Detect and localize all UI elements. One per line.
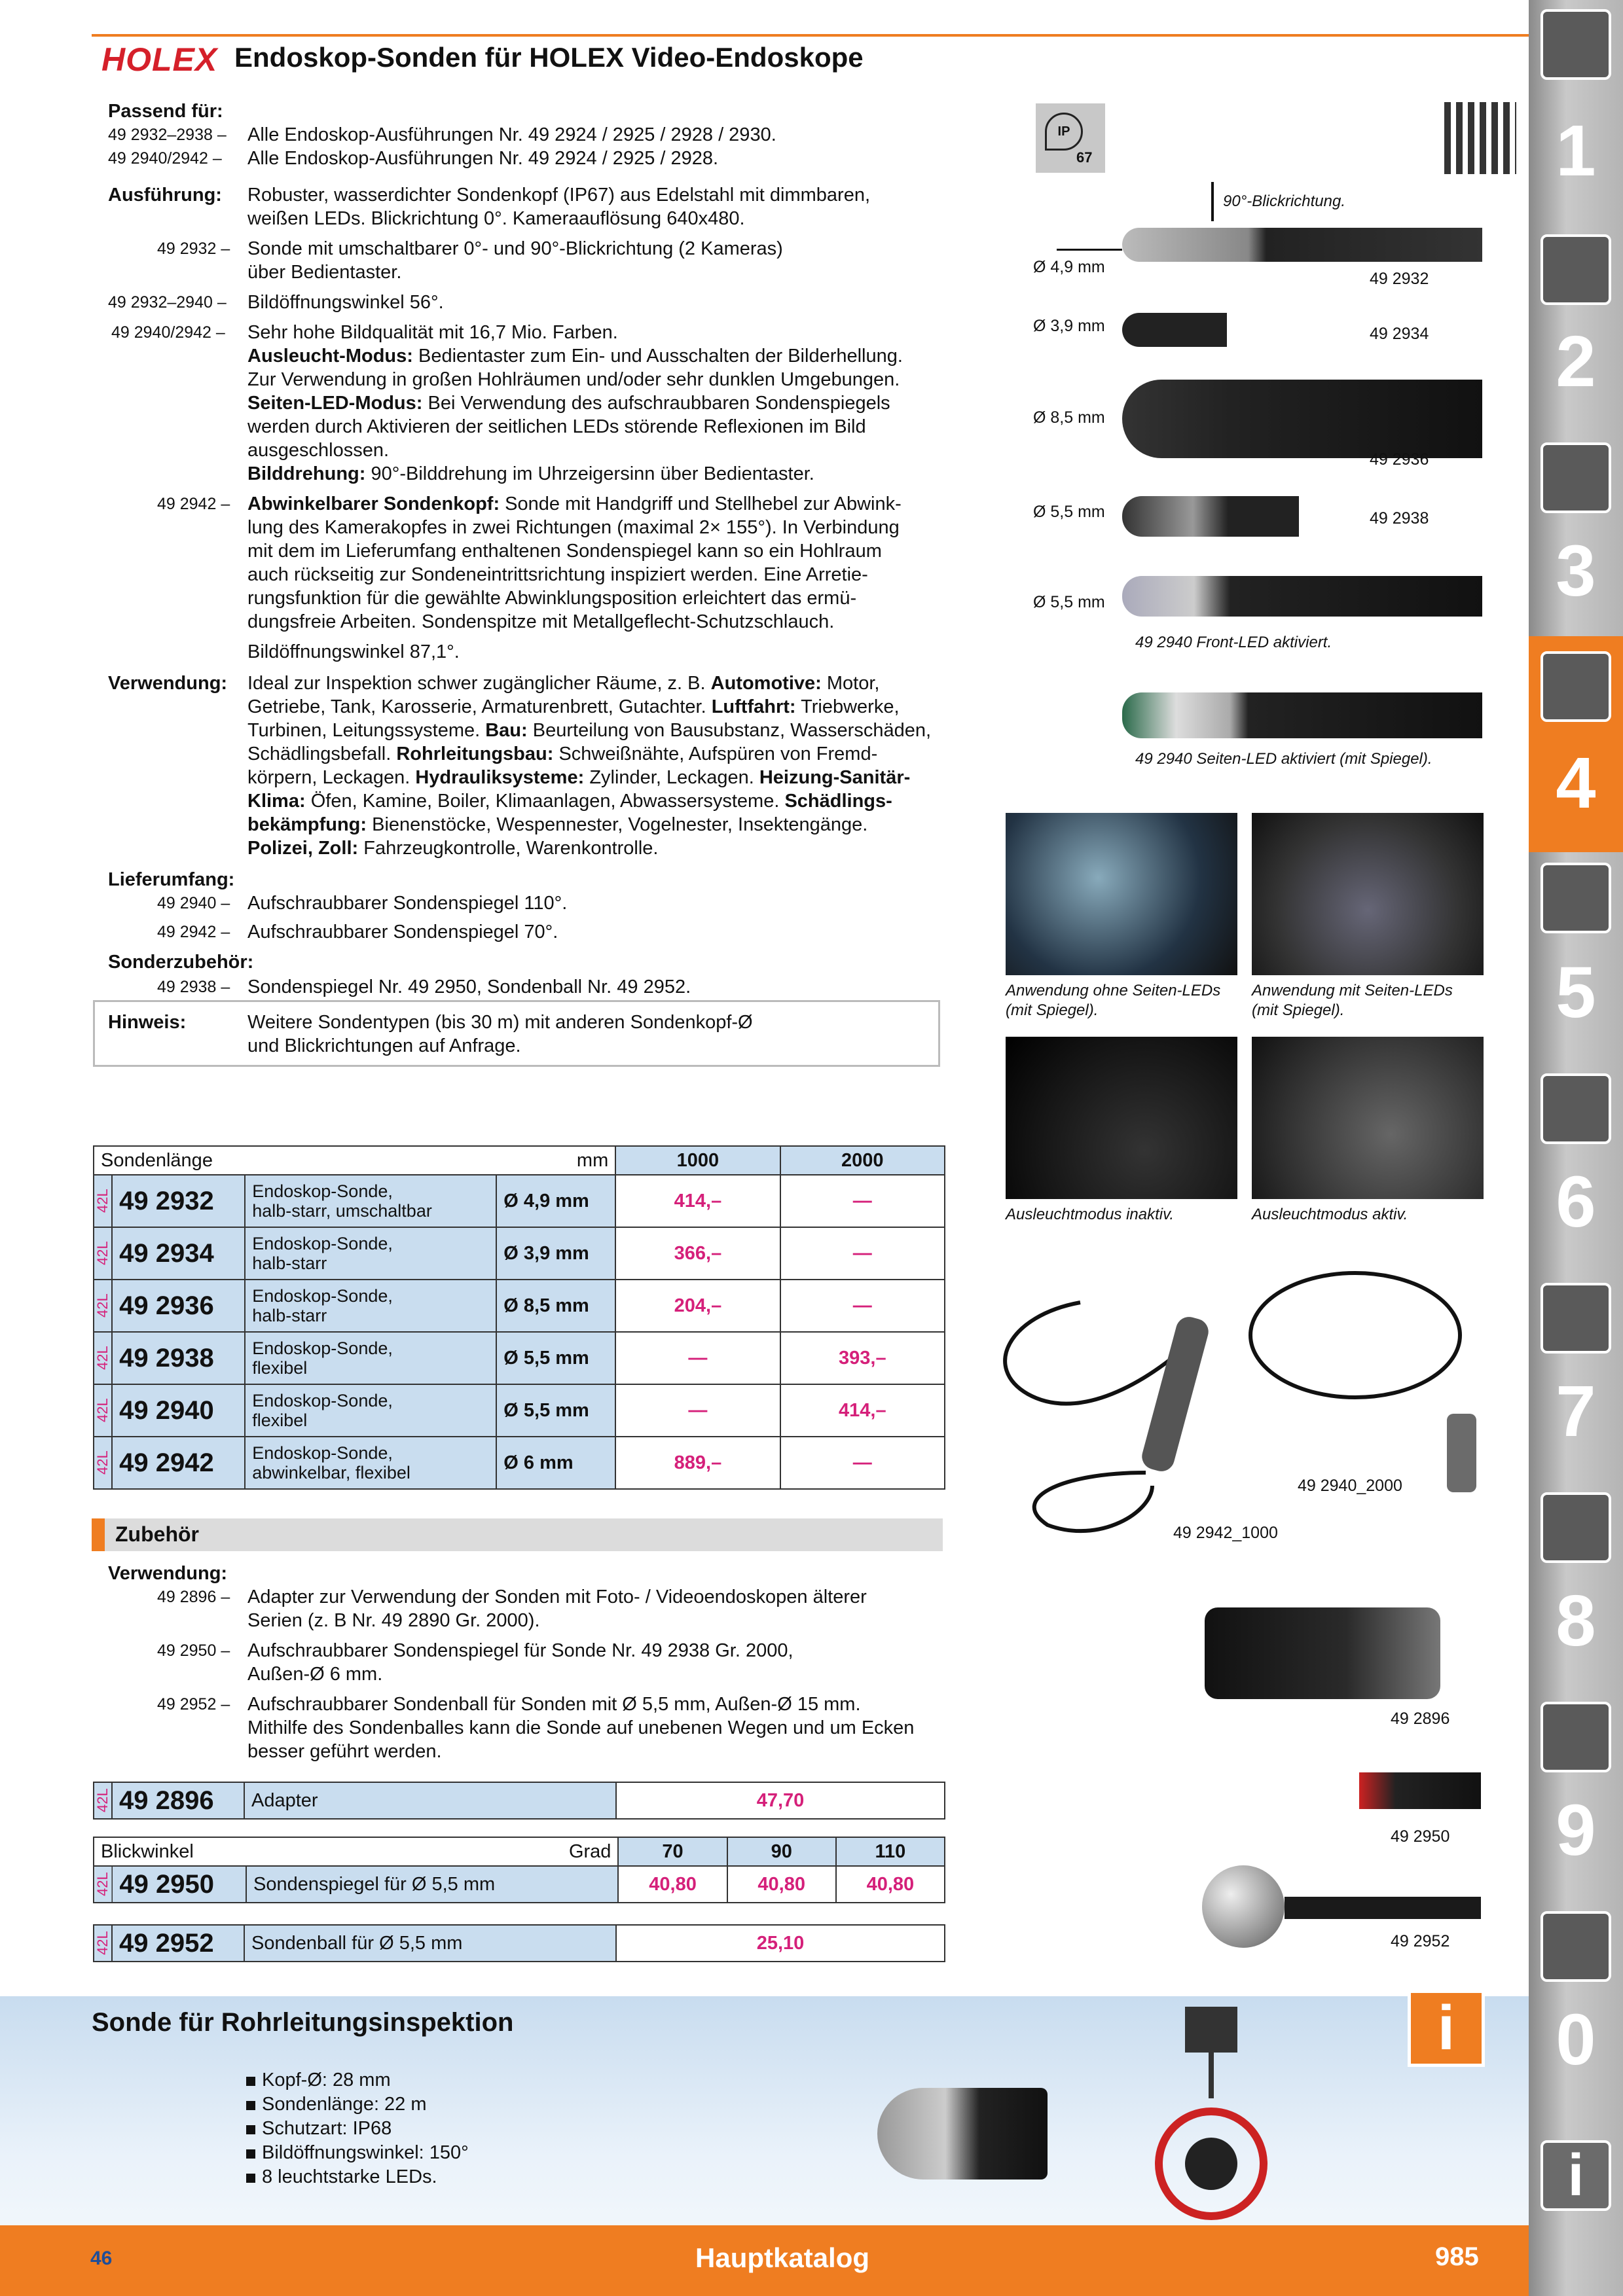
description (245, 1384, 496, 1437)
unit-label: mm (576, 1149, 609, 1171)
lieferumfang-label: Lieferumfang: (108, 869, 235, 890)
category-code: 42L (94, 1925, 112, 1962)
caption: (mit Spiegel). (1006, 1001, 1099, 1019)
ausfuehrung-label: Ausführung: (108, 185, 222, 206)
text: mit dem im Lieferumfang enthaltenen Sondenspiegel kann so ein Hohlraum (247, 541, 882, 562)
adapter-image-2896 (1205, 1607, 1440, 1699)
promo-list (246, 2068, 469, 2189)
code: 49 2938 – (157, 978, 230, 996)
cabinet-icon[interactable] (1541, 1702, 1611, 1772)
text: Bedientaster zum Ein- und Ausschalten der Bilderhellung. (418, 346, 903, 367)
price-2000: — (780, 1280, 945, 1332)
desc-line: Endoskop-Sonde, (252, 1181, 393, 1201)
caption: 90°-Blickrichtung. (1223, 192, 1346, 210)
text: auch rückseitig zur Sondeneintrittsrichtung inspiziert werden. Eine Arretie- (247, 564, 868, 585)
caption: Ausleuchtmodus aktiv. (1252, 1206, 1408, 1223)
price-2000: 393,– (780, 1332, 945, 1384)
label: Polizei, Zoll: (247, 838, 359, 859)
ball-image-2952 (1202, 1865, 1285, 1948)
table-row[interactable] (94, 1782, 945, 1819)
passend-label: Passend für: (108, 101, 223, 122)
drill-icon[interactable] (1541, 9, 1611, 80)
label: Automotive: (710, 673, 822, 694)
mirror-image-2950 (1359, 1772, 1481, 1809)
text: Motor, (826, 673, 880, 694)
info-icon: i (1567, 2143, 1584, 2208)
part-number: 49 2896 (1391, 1710, 1450, 1728)
ip-value: 67 (1076, 149, 1093, 166)
label: Seiten-LED-Modus: (247, 393, 423, 414)
table-row[interactable] (94, 1332, 945, 1384)
probe-image-2940-side (1122, 692, 1482, 738)
label: Abwinkelbarer Sondenkopf: (247, 493, 500, 514)
bullet-icon (246, 2101, 255, 2110)
article-number[interactable]: 49 2934 (112, 1227, 245, 1280)
col-2000: 2000 (780, 1146, 945, 1175)
text: rungsfunktion für die gewählte Abwinklungsposition erleichtert das ermü- (247, 588, 857, 609)
wrench-icon[interactable] (1541, 1073, 1611, 1144)
application-photo-without-led (1006, 813, 1237, 975)
arrow-left-icon (1057, 249, 1122, 251)
label: Rohrleitungsbau: (396, 744, 554, 764)
pliers-icon[interactable] (1541, 1283, 1611, 1354)
price-90: 40,80 (727, 1866, 836, 1903)
page-title: Endoskop-Sonden für HOLEX Video-Endoskope (234, 42, 864, 73)
category-code: 42L (94, 1332, 112, 1384)
device-image-2942 (982, 1263, 1257, 1551)
text: Außen-Ø 6 mm. (247, 1664, 383, 1685)
header-label: Sondenlänge (101, 1149, 213, 1171)
pipe-probe-image (877, 2088, 1048, 2179)
caliper-icon[interactable] (1541, 651, 1611, 722)
accessories-heading-bar (92, 1518, 943, 1551)
bullet-icon (246, 2149, 255, 2159)
caption: 49 2940 Seiten-LED aktiviert (mit Spiegel). (1135, 750, 1432, 768)
description (245, 1437, 496, 1489)
text: Adapter zur Verwendung der Sonden mit Foto- / Videoendoskopen älterer (247, 1587, 867, 1607)
desc-line: abwinkelbar, flexibel (252, 1463, 410, 1482)
probe-image-2932 (1122, 228, 1482, 262)
text: Sehr hohe Bildqualität mit 16,7 Mio. Farben. (247, 322, 618, 343)
brand-logo: HOLEX (101, 41, 218, 78)
text: Aufschraubbarer Sondenspiegel 110°. (247, 893, 568, 914)
desc-line: halb-starr (252, 1306, 327, 1325)
label: Klima: (247, 791, 306, 812)
text: Öfen, Kamine, Boiler, Klimaanlagen, Abwassersysteme. (310, 791, 780, 812)
text: Robuster, wasserdichter Sondenkopf (IP67) aus Edelstahl mit dimmbaren, (247, 185, 871, 206)
code: 49 2942 – (157, 495, 230, 513)
list-item (246, 2068, 469, 2092)
unit-cell (246, 1837, 618, 1866)
list-item (246, 2092, 469, 2117)
probe-image-2940-front (1122, 576, 1482, 617)
article-number[interactable]: 49 2952 (112, 1925, 244, 1962)
text: Serien (z. B Nr. 49 2890 Gr. 2000). (247, 1610, 540, 1631)
caption: 49 2940 Front-LED aktiviert. (1135, 634, 1332, 651)
list-item (246, 2141, 469, 2165)
footer-bar (0, 2225, 1529, 2296)
desc-line: Endoskop-Sonde, (252, 1391, 393, 1410)
text: Aufschraubbarer Sondenspiegel für Sonde Nr. 49 2938 Gr. 2000, (247, 1640, 793, 1661)
table-row[interactable] (94, 1280, 945, 1332)
device-image-2940 (1244, 1263, 1493, 1538)
text: körpern, Leckagen. (247, 767, 410, 788)
price-2000: — (780, 1175, 945, 1227)
chapter-number-0[interactable]: 0 (1556, 2000, 1596, 2080)
desc-line: halb-starr (252, 1253, 327, 1273)
application-photo-with-led (1252, 813, 1484, 975)
probe-shaft (1285, 1897, 1481, 1919)
description (245, 1227, 496, 1280)
price-2000: 414,– (780, 1384, 945, 1437)
code: 49 2952 – (157, 1695, 230, 1713)
category-code: 42L (94, 1227, 112, 1280)
table-row[interactable] (94, 1437, 945, 1489)
text: dungsfreie Arbeiten. Sondenspitze mit Metallgeflecht-Schutzschlauch. (247, 611, 835, 632)
category-code: 42L (94, 1280, 112, 1332)
safety-glasses-icon[interactable] (1541, 1911, 1611, 1982)
text: Zur Verwendung in großen Hohlräumen und/oder sehr dunklen Umgebungen. (247, 369, 900, 390)
desc-line: flexibel (252, 1410, 308, 1430)
description: Adapter (244, 1782, 616, 1819)
diameter-label: Ø 5,5 mm (1033, 503, 1105, 521)
ball-table (93, 1924, 945, 1962)
code: 49 2932 – (157, 240, 230, 258)
code: 49 2940 – (157, 894, 230, 912)
item-text: 8 leuchtstarke LEDs. (262, 2166, 437, 2187)
chapter-number-5[interactable]: 5 (1556, 952, 1596, 1033)
col-1000: 1000 (615, 1146, 780, 1175)
price: 47,70 (616, 1782, 945, 1819)
code: 49 2932–2940 – (108, 293, 227, 312)
text: Zylinder, Leckagen. (589, 767, 754, 788)
text: lung des Kamerakopfes in zwei Richtungen (maximal 2× 155°). In Verbindung (247, 517, 900, 538)
bullet-icon (246, 2077, 255, 2086)
item-text: Schutzart: IP68 (262, 2118, 392, 2139)
probe-image-2938 (1122, 496, 1299, 537)
part-number: 49 2936 (1370, 450, 1429, 469)
price-2000: — (780, 1437, 945, 1489)
text: Bildöffnungswinkel 87,1°. (247, 641, 460, 662)
promo-title: Sonde für Rohrleitungsinspektion (92, 2008, 514, 2037)
table-row[interactable] (94, 1925, 945, 1962)
text: Triebwerke, (801, 696, 900, 717)
label: Bau: (485, 720, 528, 741)
article-number[interactable]: 49 2936 (112, 1280, 245, 1332)
header-label: Blickwinkel (101, 1840, 194, 1862)
text: Aufschraubbarer Sondenball für Sonden mit Ø 5,5 mm, Außen-Ø 15 mm. (247, 1694, 861, 1715)
label: Luftfahrt: (711, 696, 796, 717)
label: Schädlings- (784, 791, 892, 812)
ip-badge (1036, 103, 1105, 173)
text: Mithilfe des Sondenballes kann die Sonde auf unebenen Wegen und um Ecken (247, 1717, 915, 1738)
description (245, 1332, 496, 1384)
desc-line: Endoskop-Sonde, (252, 1286, 393, 1306)
text: Sonde mit umschaltbarer 0°- und 90°-Blickrichtung (2 Kameras) (247, 238, 783, 259)
hint-text: Weitere Sondentypen (bis 30 m) mit anderen Sondenkopf-Ø (247, 1012, 753, 1033)
chapter-number-1[interactable]: 1 (1556, 111, 1596, 191)
desc-line: Endoskop-Sonde, (252, 1443, 393, 1463)
text: 90°-Bilddrehung im Uhrzeigersinn über Bedientaster. (371, 463, 814, 484)
description (245, 1175, 496, 1227)
saw-blade-icon[interactable] (1541, 863, 1611, 933)
price-1000: 204,– (615, 1280, 780, 1332)
adapter-table (93, 1782, 945, 1820)
caption: Anwendung ohne Seiten-LEDs (1006, 982, 1221, 999)
diameter: Ø 3,9 mm (496, 1227, 615, 1280)
text: weißen LEDs. Blickrichtung 0°. Kameraauflösung 640x480. (247, 208, 745, 229)
price-1000: — (615, 1332, 780, 1384)
diameter-label: Ø 3,9 mm (1033, 317, 1105, 335)
text: besser geführt werden. (247, 1741, 442, 1762)
text: ausgeschlossen. (247, 440, 390, 461)
hint-label: Hinweis: (108, 1012, 187, 1033)
arrow-up-icon (1211, 182, 1214, 221)
text: über Bedientaster. (247, 262, 402, 283)
chapter-number-8[interactable]: 8 (1556, 1581, 1596, 1661)
category-code: 42L (94, 1175, 112, 1227)
text: Alle Endoskop-Ausführungen Nr. 49 2924 / 2925 / 2928. (247, 148, 719, 169)
chapter-number-3[interactable]: 3 (1556, 531, 1596, 611)
text: Bienenstöcke, Wespennester, Vogelnester, Insektengänge. (372, 814, 868, 835)
page-number-left: 46 (90, 2248, 113, 2269)
unit-label: Grad (568, 1840, 611, 1862)
code: 49 2942 – (157, 923, 230, 941)
price-1000: 414,– (615, 1175, 780, 1227)
toolholder-icon[interactable] (1541, 442, 1611, 513)
table-row[interactable] (94, 1384, 945, 1437)
category-code: 42L (94, 1866, 112, 1903)
diameter: Ø 5,5 mm (496, 1332, 615, 1384)
item-text: Bildöffnungswinkel: 150° (262, 2142, 469, 2163)
col-90: 90 (727, 1837, 836, 1866)
probe-image-2934 (1122, 313, 1227, 347)
info-icon[interactable]: i (1408, 1990, 1485, 2067)
article-number[interactable]: 49 2896 (112, 1782, 244, 1819)
header-rule (92, 34, 1529, 37)
illumination-on-photo (1252, 1037, 1484, 1199)
part-number: 49 2952 (1391, 1932, 1450, 1950)
label: Ausleucht-Modus: (247, 346, 413, 367)
col-110: 110 (836, 1837, 945, 1866)
part-number: 49 2934 (1370, 325, 1429, 343)
description: Sondenball für Ø 5,5 mm (244, 1925, 616, 1962)
chapter-number-9[interactable]: 9 (1556, 1790, 1596, 1871)
catalog-name: Hauptkatalog (695, 2242, 870, 2273)
diameter: Ø 6 mm (496, 1437, 615, 1489)
caption: (mit Spiegel). (1252, 1001, 1345, 1019)
insert-icon[interactable] (1541, 234, 1611, 305)
list-item (246, 2117, 469, 2141)
table-row[interactable] (94, 1227, 945, 1280)
article-number[interactable]: 49 2940 (112, 1384, 245, 1437)
col-70: 70 (618, 1837, 727, 1866)
chapter-number-6[interactable]: 6 (1556, 1162, 1596, 1242)
workbench-icon[interactable] (1541, 1492, 1611, 1563)
text: Beurteilung von Bausubstanz, Wasserschäden, (532, 720, 932, 741)
text: Schädlingsbefall. (247, 744, 392, 764)
text: Sonde mit Handgriff und Stellhebel zur Abwink- (505, 493, 902, 514)
desc-line: Endoskop-Sonde, (252, 1234, 393, 1253)
article-number[interactable]: 49 2938 (112, 1332, 245, 1384)
header-cell (94, 1837, 246, 1866)
label: Bilddrehung: (247, 463, 366, 484)
sonderzubehoer-label: Sonderzubehör: (108, 952, 254, 973)
qr-code-icon[interactable] (1444, 102, 1516, 174)
article-number[interactable]: 49 2942 (112, 1437, 245, 1489)
chapter-number-7[interactable]: 7 (1556, 1371, 1596, 1452)
table-row[interactable] (94, 1866, 945, 1903)
price-1000: 366,– (615, 1227, 780, 1280)
text: Sondenspiegel Nr. 49 2950, Sondenball Nr. 49 2952. (247, 977, 691, 997)
category-code: 42L (94, 1782, 112, 1819)
info-tab[interactable] (1541, 2140, 1611, 2211)
article-number[interactable]: 49 2950 (112, 1866, 246, 1903)
table-row[interactable] (94, 1175, 945, 1227)
text: Bei Verwendung des aufschraubbaren Sondenspiegels (428, 393, 890, 414)
text: Bildöffnungswinkel 56°. (247, 292, 444, 313)
label: bekämpfung: (247, 814, 367, 835)
code: 49 2896 – (157, 1588, 230, 1606)
chapter-number-4[interactable]: 4 (1556, 743, 1596, 823)
probe-image-2936 (1122, 380, 1482, 458)
desc-line: flexibel (252, 1358, 308, 1378)
label: Hydrauliksysteme: (415, 767, 585, 788)
description (245, 1280, 496, 1332)
accessories-heading: Zubehör (115, 1522, 199, 1546)
diameter-label: Ø 5,5 mm (1033, 593, 1105, 611)
code: 49 2940/2942 – (111, 323, 225, 342)
description: Sondenspiegel für Ø 5,5 mm (246, 1866, 618, 1903)
price-1000: 889,– (615, 1437, 780, 1489)
code: 49 2950 – (157, 1641, 230, 1660)
text: Alle Endoskop-Ausführungen Nr. 49 2924 / 2925 / 2928 / 2930. (247, 124, 776, 145)
price-1000: — (615, 1384, 780, 1437)
text: Fahrzeugkontrolle, Warenkontrolle. (363, 838, 659, 859)
desc-line: Endoskop-Sonde, (252, 1338, 393, 1358)
part-number: 49 2942_1000 (1173, 1524, 1278, 1542)
reel-device-image (1139, 2007, 1290, 2223)
caption: Anwendung mit Seiten-LEDs (1252, 982, 1453, 999)
category-code: 42L (94, 1384, 112, 1437)
diameter: Ø 5,5 mm (496, 1384, 615, 1437)
text: werden durch Aktivieren der seitlichen LEDs störende Reflexionen im Bild (247, 416, 866, 437)
diameter-label: Ø 4,9 mm (1033, 258, 1105, 276)
bullet-icon (246, 2174, 255, 2183)
accent-bar (92, 1518, 105, 1551)
mirror-table (93, 1837, 945, 1903)
text: Schweißnähte, Aufspüren von Fremd- (558, 744, 878, 764)
item-text: Kopf-Ø: 28 mm (262, 2070, 391, 2090)
price-2000: — (780, 1227, 945, 1280)
header-cell (94, 1146, 496, 1175)
diameter-label: Ø 8,5 mm (1033, 408, 1105, 427)
verwendung-label: Verwendung: (108, 1563, 228, 1584)
text: Ideal zur Inspektion schwer zugänglicher Räume, z. B. (247, 673, 706, 694)
unit-cell (496, 1146, 615, 1175)
part-number: 49 2932 (1370, 270, 1429, 288)
category-code: 42L (94, 1437, 112, 1489)
desc-line: halb-starr, umschaltbar (252, 1201, 432, 1221)
illumination-off-photo (1006, 1037, 1237, 1199)
text: Aufschraubbarer Sondenspiegel 70°. (247, 922, 558, 942)
list-item (246, 2165, 469, 2189)
chapter-number-2[interactable]: 2 (1556, 321, 1596, 402)
price-110: 40,80 (836, 1866, 945, 1903)
ip-drop-icon: IP (1045, 113, 1083, 151)
page-number-right: 985 (1435, 2242, 1479, 2271)
caption: Ausleuchtmodus inaktiv. (1006, 1206, 1175, 1223)
verwendung-label: Verwendung: (108, 673, 228, 694)
text: Turbinen, Leitungssysteme. (247, 720, 481, 741)
bullet-icon (246, 2125, 255, 2134)
part-number: 49 2950 (1391, 1827, 1450, 1846)
text: Getriebe, Tank, Karosserie, Armaturenbrett, Gutachter. (247, 696, 706, 717)
code: 49 2932–2938 – (108, 126, 227, 144)
code: 49 2940/2942 – (108, 149, 222, 168)
price: 25,10 (616, 1925, 945, 1962)
label: Heizung-Sanitär- (759, 767, 911, 788)
part-number: 49 2938 (1370, 509, 1429, 528)
part-number: 49 2940_2000 (1298, 1477, 1402, 1495)
diameter: Ø 4,9 mm (496, 1175, 615, 1227)
item-text: Sondenlänge: 22 m (262, 2094, 427, 2115)
hint-text: und Blickrichtungen auf Anfrage. (247, 1035, 521, 1056)
article-number[interactable]: 49 2932 (112, 1175, 245, 1227)
price-70: 40,80 (618, 1866, 727, 1903)
chapter-sidebar (1529, 0, 1623, 2296)
probe-price-table (93, 1145, 945, 1490)
diameter: Ø 8,5 mm (496, 1280, 615, 1332)
